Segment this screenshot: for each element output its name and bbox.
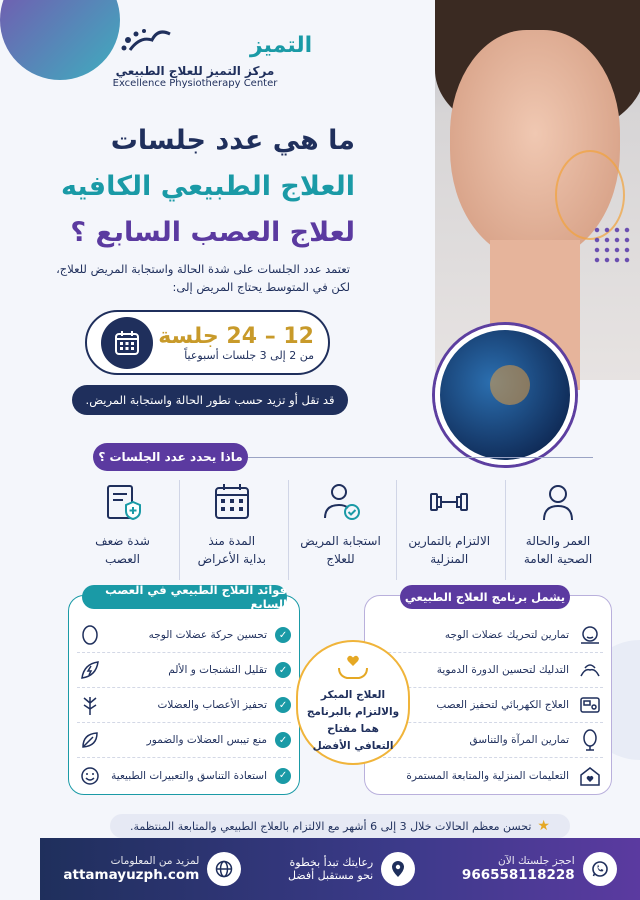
variation-note: قد تقل أو تزيد حسب تطور الحالة واستجابة المريض. <box>72 385 348 415</box>
list-item-label: التعليمات المنزلية والمتابعة المستمرة <box>406 769 569 782</box>
svg-text:التميز: التميز <box>250 33 313 58</box>
list-item-label: التدليك لتحسين الدورة الدموية <box>436 664 569 676</box>
factor-label: الصحية العامة <box>523 552 593 566</box>
corner-decoration <box>0 0 120 80</box>
list-item-label: تحسين حركة عضلات الوجه <box>148 629 267 641</box>
whatsapp-icon <box>583 852 617 886</box>
tagline-line-2: نحو مستقبل أفضل <box>287 869 374 882</box>
list-item-label: تمارين المرآة والتناسق <box>469 734 569 746</box>
list-item-label: استعادة التناسق والتعبيرات الطبيعية <box>111 769 267 782</box>
lightning-leaf-icon <box>77 657 103 683</box>
dots-decoration <box>592 225 630 263</box>
list-item-label: العلاج الكهربائي لتحفيز العصب <box>436 699 569 711</box>
title-line-2: العلاج الطبيعي الكافيه <box>61 171 355 202</box>
benefits-heading: فوائد العلاج الطبيعي في العصب السابع <box>82 585 287 609</box>
factor-label: للعلاج <box>326 552 355 566</box>
patient-photo <box>435 0 640 380</box>
person-icon <box>536 480 580 524</box>
factor-symptom-duration <box>179 480 284 580</box>
heart-hands-icon <box>336 654 370 684</box>
intro-text <box>50 260 350 296</box>
list-item-label: منع تيبس العضلات والضمور <box>146 734 267 746</box>
website-text <box>63 855 199 883</box>
website-contact[interactable] <box>63 852 241 886</box>
list-item <box>373 758 603 793</box>
logo-mark-graphic <box>110 22 313 64</box>
factor-label: المدة منذ <box>208 534 256 548</box>
check-icon: ✓ <box>275 768 291 784</box>
factors-list <box>70 480 610 580</box>
factor-patient-response <box>288 480 393 580</box>
key-message-line: هما مفتاح <box>327 723 379 735</box>
benefits-panel <box>68 583 300 795</box>
booking-contact[interactable] <box>462 852 617 886</box>
patient-check-icon <box>319 480 363 524</box>
title-line-3: لعلاج العصب السابع ؟ <box>70 217 355 248</box>
website-url[interactable]: attamayuzph.com <box>63 867 200 883</box>
electro-device-icon <box>577 692 603 718</box>
leaf-icon <box>77 727 103 753</box>
list-item-label: تحفيز الأعصاب والعضلات <box>157 699 267 711</box>
factor-label: العصب <box>105 552 140 566</box>
factor-home-exercises <box>396 480 501 580</box>
location-pin-icon <box>381 852 415 886</box>
calendar-icon-graphic <box>112 328 142 358</box>
key-message <box>296 640 410 765</box>
face-exercise-icon <box>577 622 603 648</box>
clinic-logo <box>110 22 313 89</box>
nerve-branch-icon <box>77 692 103 718</box>
benefits-list <box>77 618 291 793</box>
key-message-line: والالتزام بالبرنامج <box>306 706 400 718</box>
tagline <box>288 852 415 886</box>
page-title <box>55 118 355 256</box>
intro-line-2: لكن في المتوسط يحتاج المريض إلى: <box>172 280 350 294</box>
factor-label: الالتزام بالتمارين <box>408 534 491 548</box>
recovery-note-text: تحسن معظم الحالات خلال 3 إلى 6 أشهر مع الالتزام بالعلاج الطبيعي والمتابعة المنتظمة. <box>130 819 532 833</box>
factor-label: شدة ضعف <box>95 534 150 548</box>
star-icon: ★ <box>537 818 550 834</box>
sessions-frequency: من 2 إلى 3 جلسات أسبوعياً <box>184 348 314 362</box>
factor-nerve-weakness <box>70 480 175 580</box>
program-heading: يشمل برنامج العلاج الطبيعي <box>400 585 570 609</box>
intro-line-1: تعتمد عدد الجلسات على شدة الحالة واستجابة المريض للعلاج، <box>56 262 350 276</box>
calendar-icon <box>101 317 153 369</box>
massage-hands-icon <box>577 657 603 683</box>
check-icon: ✓ <box>275 662 291 678</box>
booking-label: احجز جلستك الآن <box>498 855 575 867</box>
logo-name-english: Excellence Physiotherapy Center <box>112 78 278 89</box>
mirror-icon <box>577 727 603 753</box>
facial-nerve-illustration <box>435 325 575 465</box>
sessions-box <box>85 310 330 375</box>
factor-label: بداية الأعراض <box>197 552 266 566</box>
logo-name-arabic: مركز التميز للعلاج الطبيعي <box>115 64 275 78</box>
list-item-label: تقليل التشنجات و الألم <box>168 664 267 676</box>
calendar-grid-icon <box>210 480 254 524</box>
list-item <box>77 688 291 723</box>
list-item <box>373 618 603 653</box>
check-icon: ✓ <box>275 697 291 713</box>
globe-icon <box>207 852 241 886</box>
tagline-text <box>288 856 373 882</box>
key-message-line: العلاج المبكر <box>320 689 386 701</box>
sessions-count: 12 – 24 جلسة <box>158 323 314 349</box>
dumbbell-icon <box>427 480 471 524</box>
factors-heading: ماذا يحدد عدد الجلسات ؟ <box>93 443 248 471</box>
key-message-line: التعافي الأفضل <box>312 740 394 752</box>
clipboard-shield-icon <box>101 480 145 524</box>
booking-phone[interactable]: 966558118228 <box>461 867 575 883</box>
factors-divider <box>248 457 593 458</box>
footer <box>40 838 640 900</box>
factor-label: المنزلية <box>430 552 469 566</box>
check-icon: ✓ <box>275 627 291 643</box>
list-item-label: تمارين لتحريك عضلات الوجه <box>444 629 569 641</box>
sessions-text <box>158 324 314 362</box>
factor-label: استجابة المريض <box>300 534 381 548</box>
list-item <box>77 758 291 793</box>
recovery-note <box>110 814 570 838</box>
check-icon: ✓ <box>275 732 291 748</box>
factor-label: العمر والحالة <box>525 534 591 548</box>
smile-icon <box>77 763 103 789</box>
factor-age-health <box>505 480 610 580</box>
list-item <box>77 653 291 688</box>
title-line-1: ما هي عدد جلسات <box>110 125 355 156</box>
logo-mark <box>110 22 313 64</box>
list-item <box>77 723 291 758</box>
home-heart-icon <box>577 763 603 789</box>
list-item <box>77 618 291 653</box>
face-icon <box>77 622 103 648</box>
booking-text <box>462 855 575 883</box>
website-label: لمزيد من المعلومات <box>110 855 200 867</box>
tagline-line-1: رعايتك تبدأ بخطوة <box>289 856 374 869</box>
